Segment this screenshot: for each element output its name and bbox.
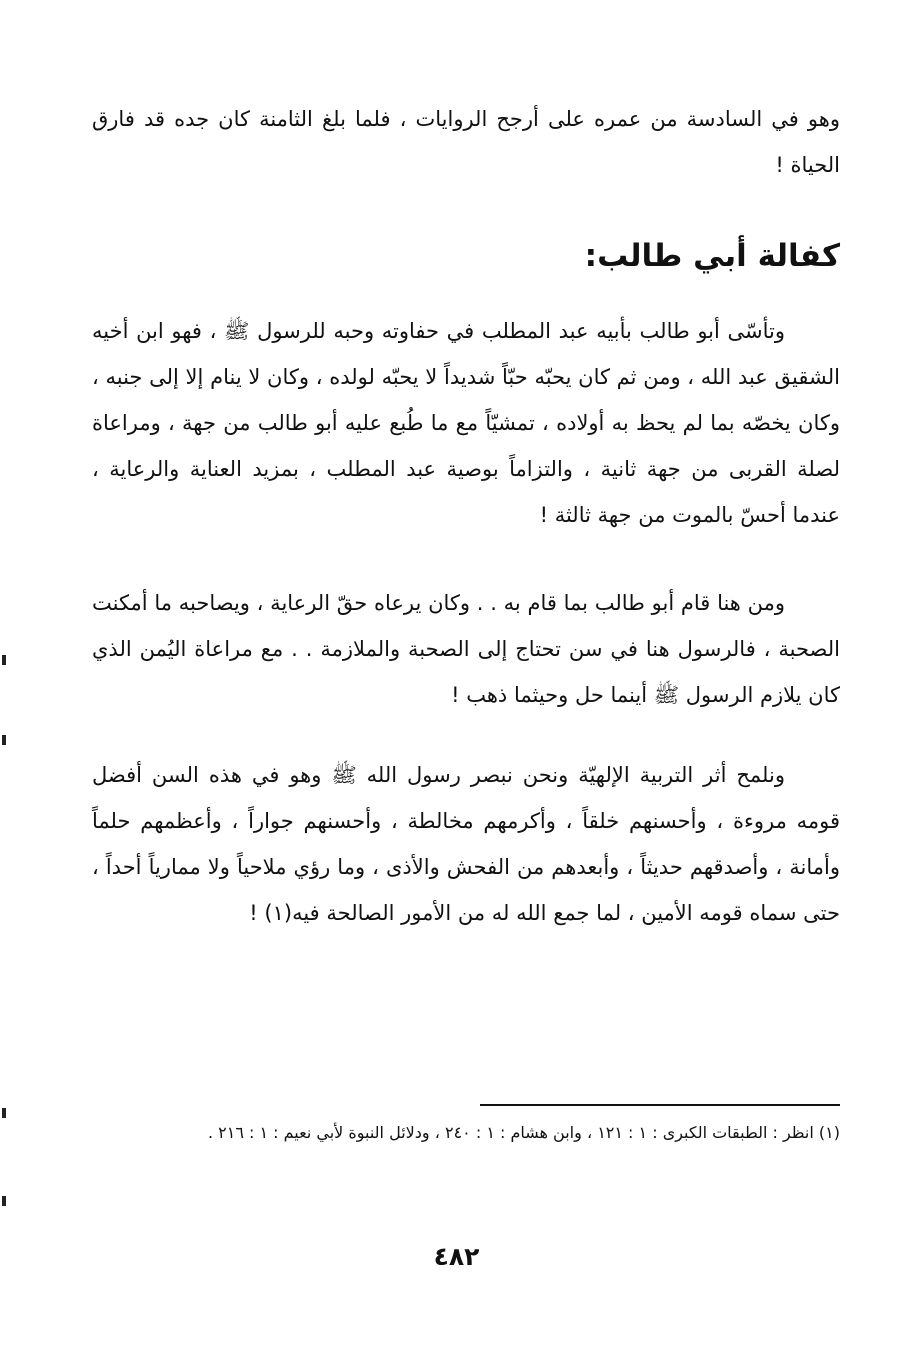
margin-mark bbox=[2, 655, 6, 665]
margin-mark bbox=[2, 1108, 6, 1118]
margin-mark bbox=[2, 1196, 6, 1206]
footnote-divider bbox=[480, 1104, 840, 1106]
paragraph-3: ونلمح أثر التربية الإلهيّة ونحن نبصر رسول الله ﷺ وهو في هذه السن أفضل قومه مروءة ، وأحسنهم خلقاً ، وأكرمهم مخالطة ، وأحسنهم جواراً ، وأعظمهم حلماً وأمانة ، وأصدقهم حديثاً ، وأبعدهم من الفحش والأذى ، وما رؤي ملاحياً ولا ممارياً أحداً ، حتى سماه قومه الأمين ، لما جمع الله له من الأمور الصالحة فيه(١) ! bbox=[92, 763, 840, 925]
page-number: ٤٨٢ bbox=[433, 1242, 480, 1271]
section-heading: كفالة أبي طالب: bbox=[584, 238, 840, 274]
paragraph-1: وتأسّى أبو طالب بأبيه عبد المطلب في حفاوته وحبه للرسول ﷺ ، فهو ابن أخيه الشقيق عبد الله ، ومن ثم كان يحبّه حبّاً شديداً لا يحبّه لولده ، وكان لا ينام إلا إلى جنبه ، وكان يخصّه بما لم يحظ به أولاده ، تمشيّاً مع ما طُبع عليه أبو طالب من جهة ، ومراعاة لصلة القربى من جهة ثانية ، والتزاماً بوصية عبد المطلب ، بمزيد العناية والرعاية ، عندما أحسّ بالموت من جهة ثالثة ! bbox=[92, 319, 840, 527]
footnote: (١) انظر : الطبقات الكبرى : ١ : ١٢١ ، وابن هشام : ١ : ٢٤٠ ، ودلائل النبوة لأبي نعيم : ١ : ٢١٦ . bbox=[207, 1123, 840, 1142]
paragraph-2: ومن هنا قام أبو طالب بما قام به . . وكان يرعاه حقّ الرعاية ، ويصاحبه ما أمكنت الصحبة ، فالرسول هنا في سن تحتاج إلى الصحبة والملازمة . . مع مراعاة اليُمن الذي كان يلازم الرسول ﷺ أينما حل وحيثما ذهب ! bbox=[92, 591, 840, 707]
margin-mark bbox=[2, 735, 6, 745]
intro-paragraph: وهو في السادسة من عمره على أرجح الروايات ، فلما بلغ الثامنة كان جده قد فارق الحياة ! bbox=[92, 107, 840, 177]
